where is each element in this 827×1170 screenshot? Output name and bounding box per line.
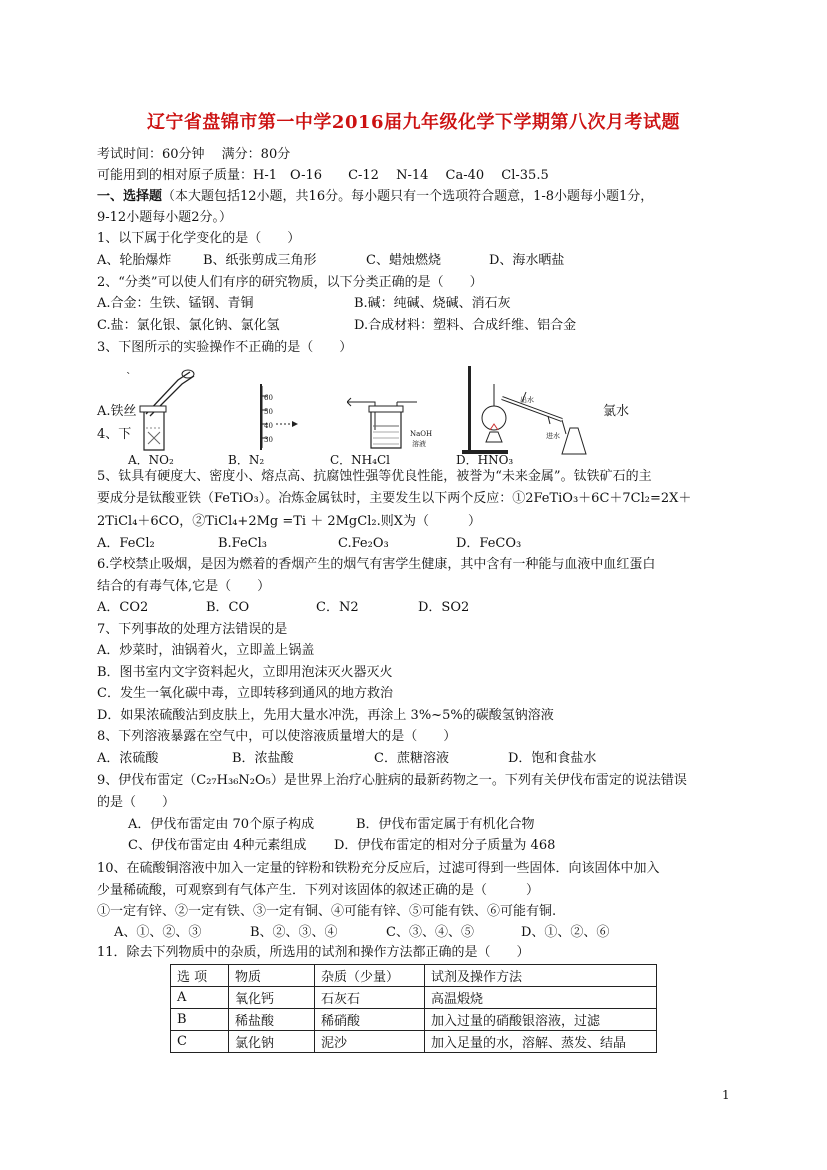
table-cell: 稀硝酸: [315, 1009, 425, 1031]
q6-option-c: C．N2: [316, 600, 359, 615]
q10-line-1: 10、在硫酸铜溶液中加入一定量的锌粉和铁粉充分反应后，过滤可得到一些固体．向该固体中加入: [97, 861, 660, 876]
section-desc: （本大题包括12小题，共16分。每小题只有一个选项符合题意，1-8小题每小题1分，: [162, 189, 654, 204]
q6-line-1: 6.学校禁止吸烟，是因为燃着的香烟产生的烟气有害学生健康，其中含有一种能与血液中血红蛋白: [97, 557, 656, 572]
table-cell: 氯化钠: [229, 1031, 315, 1053]
q8-option-b: B．浓盐酸: [232, 751, 294, 766]
q3-tick: `: [126, 371, 132, 384]
table-header-cell: 杂质（少量）: [315, 965, 425, 987]
q5-line-2: 要成分是钛酸亚铁（FeTiO₃）。冶炼金属钛时，主要发生以下两个反应：①2FeTiO₃＋6C＋7Cl₂=2X＋: [97, 491, 692, 506]
scale-30: 30: [264, 436, 273, 444]
q5-line-1: 5、钛具有硬度大、密度小、熔点高、抗腐蚀性强等优良性能，被誉为“未来金属”。钛铁矿石的主: [97, 469, 652, 484]
q5-option-b: B.FeCl₃: [218, 536, 268, 551]
atomic-masses: 可能用到的相对原子质量：H-1 O-16 C-12 N-14 Ca-40 Cl-35.5: [97, 168, 549, 183]
page-title: 辽宁省盘锦市第一中学2016届九年级化学下学期第八次月考试题: [146, 112, 681, 133]
q6-option-b: B．CO: [206, 600, 250, 615]
q9-option-d: D．伊伐布雷定的相对分子质量为 468: [334, 838, 556, 853]
q10-option-a: A、①、②、③: [114, 925, 202, 940]
q2-option-c: C.盐：氯化银、氯化钠、氯化氢: [97, 318, 280, 333]
naoh-solution-label: 溶液: [412, 440, 426, 448]
q7-option-c: C．发生一氧化碳中毒，立即转移到通风的地方救治: [97, 686, 393, 701]
q7-option-b: B．图书室内文字资料起火，立即用泡沫灭火器灭火: [97, 665, 393, 680]
q9-option-c: C、伊伐布雷定由 4种元素组成: [128, 838, 307, 853]
scale-40: 40: [264, 422, 273, 430]
q5-option-c: C.Fe₂O₃: [338, 536, 389, 551]
tongs-bottle-figure: [138, 366, 198, 456]
naoh-label: NaOH: [410, 430, 433, 438]
q9-line-1: 9、伊伐布雷定（C₂₇H₃₆N₂O₅）是世界上治疗心脏病的最新药物之一。下列有关伊伐布雷定的说法错误: [97, 773, 687, 788]
table-cell: 氧化钙: [229, 987, 315, 1009]
q4-option-c: C．NH₄Cl: [330, 453, 390, 467]
q3-note-left: A.铁丝: [97, 404, 137, 419]
q4-stem: 4、下: [97, 427, 132, 442]
q9-option-a: A．伊伐布雷定由 70个原子构成: [128, 817, 315, 832]
q3-stem: 3、下图所示的实验操作不正确的是（ ）: [97, 340, 353, 355]
table-cell: 石灰石: [315, 987, 425, 1009]
q3-note-right: 氯水: [603, 404, 630, 419]
q1-option-c: C、蜡烛燃烧: [366, 253, 441, 268]
q1-stem: 1、以下属于化学变化的是（ ）: [97, 231, 301, 246]
table-cell: 加入过量的硝酸银溶液，过滤: [425, 1009, 657, 1031]
table-cell: A: [171, 987, 229, 1009]
table-cell: C: [171, 1031, 229, 1053]
q10-line-2: 少量稀硫酸，可观察到有气体产生．下列对该固体的叙述正确的是（ ）: [97, 883, 540, 898]
q8-stem: 8、下列溶液暴露在空气中，可以使溶液质量增大的是（ ）: [97, 729, 457, 744]
table-row: [171, 987, 657, 1009]
q7-stem: 7、下列事故的处理方法错误的是: [97, 622, 288, 637]
q4-option-d: D．HNO₃: [456, 453, 514, 467]
q2-option-b: B.碱：纯碱、烧碱、消石灰: [354, 296, 511, 311]
q5-option-a: A．FeCl₂: [97, 536, 155, 551]
scale-50: 50: [264, 408, 273, 416]
table-cell: 稀盐酸: [229, 1009, 315, 1031]
q6-line-2: 结合的有毒气体,它是（ ）: [97, 579, 271, 594]
q6-option-d: D．SO2: [418, 600, 470, 615]
q7-option-a: A．炒菜时，油锅着火，立即盖上锅盖: [97, 643, 315, 658]
q8-option-d: D．饱和食盐水: [508, 751, 597, 766]
q9-line-2: 的是（ ）: [97, 795, 176, 810]
water-out-label: 出水: [520, 396, 534, 404]
q10-option-c: C、③、④、⑤: [386, 925, 474, 940]
distillation-figure: [462, 362, 602, 458]
table-cell: 高温煅烧: [425, 987, 657, 1009]
q8-option-a: A．浓硫酸: [97, 751, 159, 766]
table-cell: 加入足量的水，溶解、蒸发、结晶: [425, 1031, 657, 1053]
section-heading-line: [97, 189, 653, 205]
q1-option-a: A、轮胎爆炸: [97, 253, 172, 268]
q6-option-a: A．CO2: [97, 600, 149, 615]
q5-option-d: D．FeCO₃: [456, 536, 522, 551]
q10-option-b: B、②、③、④: [250, 925, 338, 940]
graduated-cylinder-figure: [252, 382, 322, 452]
q2-stem: 2、“分类”可以使人们有序的研究物质，以下分类正确的是（ ）: [97, 275, 483, 290]
table-header-cell: 选 项: [171, 965, 229, 987]
section-desc-2: 9-12小题每小题2分。）: [97, 210, 232, 225]
q2-option-a: A.合金：生铁、锰钢、青铜: [97, 296, 254, 311]
section-heading: 一、选择题: [97, 189, 163, 204]
table-row: [171, 1009, 657, 1031]
table-header-row: [171, 965, 657, 987]
scale-60: 60: [264, 394, 273, 402]
table-header-cell: 物质: [229, 965, 315, 987]
q8-option-c: C．蔗糖溶液: [374, 751, 449, 766]
page-number: 1: [722, 1088, 730, 1102]
q1-option-b: B、纸张剪成三角形: [203, 253, 317, 268]
q4-option-a: A．NO₂: [128, 453, 174, 467]
q10-option-d: D、①、②、⑥: [521, 925, 610, 940]
q10-line-3: ①一定有锌、②一定有铁、③一定有铜、④可能有锌、⑤可能有铁、⑥可能有铜.: [97, 904, 557, 919]
q4-option-b: B．N₂: [228, 453, 265, 467]
q5-line-3: 2TiCl₄＋6CO，②TiCl₄+2Mg =Ti ＋ 2MgCl₂.则X为（ ）: [97, 514, 481, 529]
table-header-cell: 试剂及操作方法: [425, 965, 657, 987]
table-cell: B: [171, 1009, 229, 1031]
q1-option-d: D、海水晒盐: [489, 253, 565, 268]
q11-table: [170, 964, 657, 1053]
water-in-label: 进水: [546, 432, 560, 440]
q11-stem: 11．除去下列物质中的杂质，所选用的试剂和操作方法都正确的是（ ）: [97, 945, 530, 960]
q2-option-d: D.合成材料：塑料、合成纤维、铝合金: [354, 318, 577, 333]
q9-option-b: B．伊伐布雷定属于有机化合物: [356, 817, 535, 832]
exam-time: 考试时间：60分钟 满分：80分: [97, 147, 291, 162]
table-row: [171, 1031, 657, 1053]
table-cell: 泥沙: [315, 1031, 425, 1053]
q7-option-d: D．如果浓硫酸沾到皮肤上，先用大量水冲洗，再涂上 3%~5%的碳酸氢钠溶液: [97, 708, 554, 723]
